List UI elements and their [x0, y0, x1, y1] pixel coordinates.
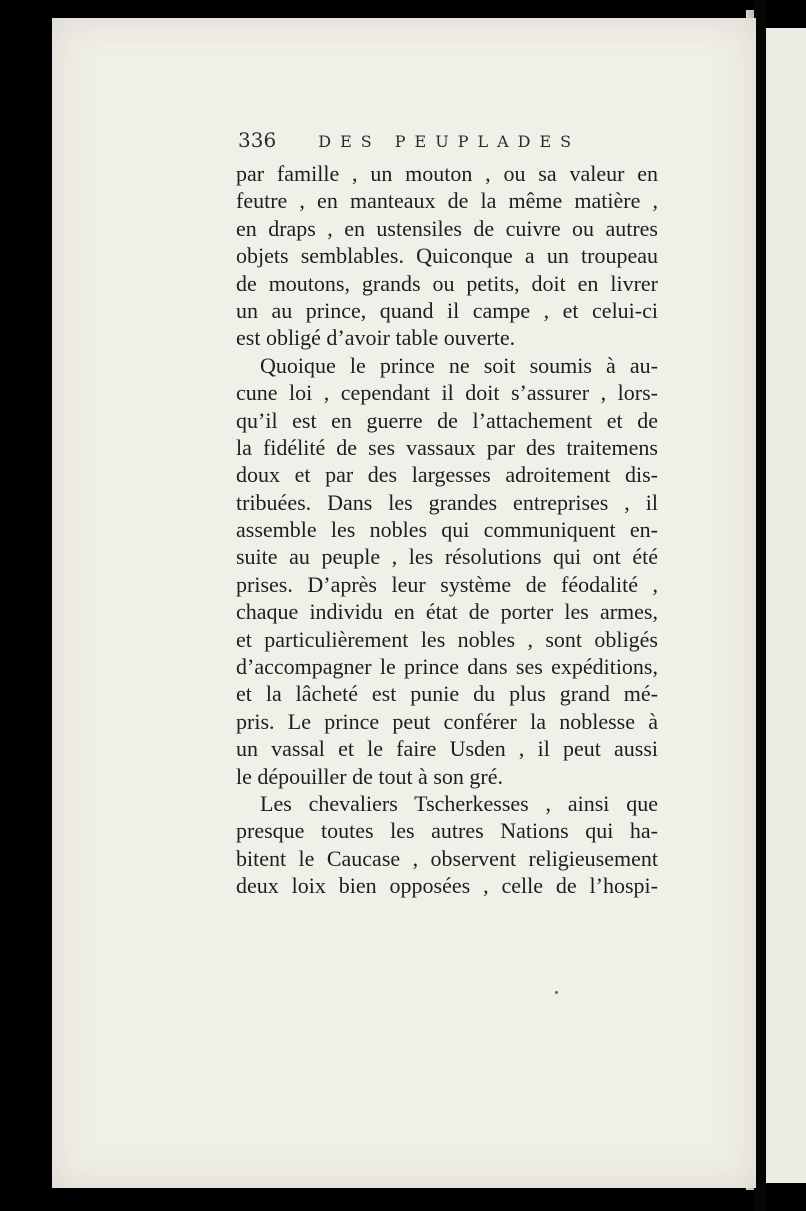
text-line: doux et par des largesses adroitement dis- [236, 462, 658, 488]
running-title: DES PEUPLADES [318, 132, 581, 151]
text-line: suite au peuple , les résolutions qui ont été [236, 544, 658, 570]
text-line: de moutons, grands ou petits, doit en livrer [236, 270, 658, 296]
text-line: bitent le Caucase , observent religieusement [236, 845, 658, 871]
text-line: un vassal et le faire Usden , il peut aussi [236, 736, 658, 762]
page-number: 336 [238, 128, 277, 152]
text-line: d’accompagner le prince dans ses expéditions, [236, 654, 658, 680]
text-line: pris. Le prince peut conférer la noblesse à [236, 708, 658, 734]
text-line: chaque individu en état de porter les armes, [236, 599, 658, 625]
text-line: qu’il est en guerre de l’attachement et de [236, 407, 658, 433]
text-line: objets semblables. Quiconque a un troupeau [236, 243, 658, 269]
text-line: la fidélité de ses vassaux par des traitemens [236, 434, 658, 460]
text-line: et particulièrement les nobles , sont obligés [236, 626, 658, 652]
facing-page-edge [766, 28, 806, 1183]
text-line: cune loi , cependant il doit s’assurer , lors- [236, 380, 658, 406]
text-line: feutre , en manteaux de la même matière , [236, 188, 658, 214]
body-text [236, 160, 658, 900]
text-line: Les chevaliers Tscherkesses , ainsi que [260, 790, 658, 816]
text-line: est obligé d’avoir table ouverte. [236, 325, 516, 351]
text-line: Quoique le prince ne soit soumis à au- [260, 352, 658, 378]
page-header [238, 128, 580, 152]
text-line: presque toutes les autres Nations qui ha- [236, 818, 658, 844]
text-line: et la lâcheté est punie du plus grand mé- [236, 681, 658, 707]
text-line: assemble les nobles qui communiquent en- [236, 517, 658, 543]
text-line: par famille , un mouton , ou sa valeur en [236, 161, 658, 186]
text-line: prises. D’après leur système de féodalité , [236, 571, 658, 597]
text-line: en draps , en ustensiles de cuivre ou autres [236, 215, 658, 241]
text-line: tribuées. Dans les grandes entreprises , il [236, 489, 658, 515]
ink-speck [555, 991, 558, 994]
text-line: deux loix bien opposées , celle de l’hospi- [236, 873, 658, 899]
text-line: un au prince, quand il campe , et celui-ci [236, 297, 658, 323]
text-line: le dépouiller de tout à son gré. [236, 763, 503, 789]
